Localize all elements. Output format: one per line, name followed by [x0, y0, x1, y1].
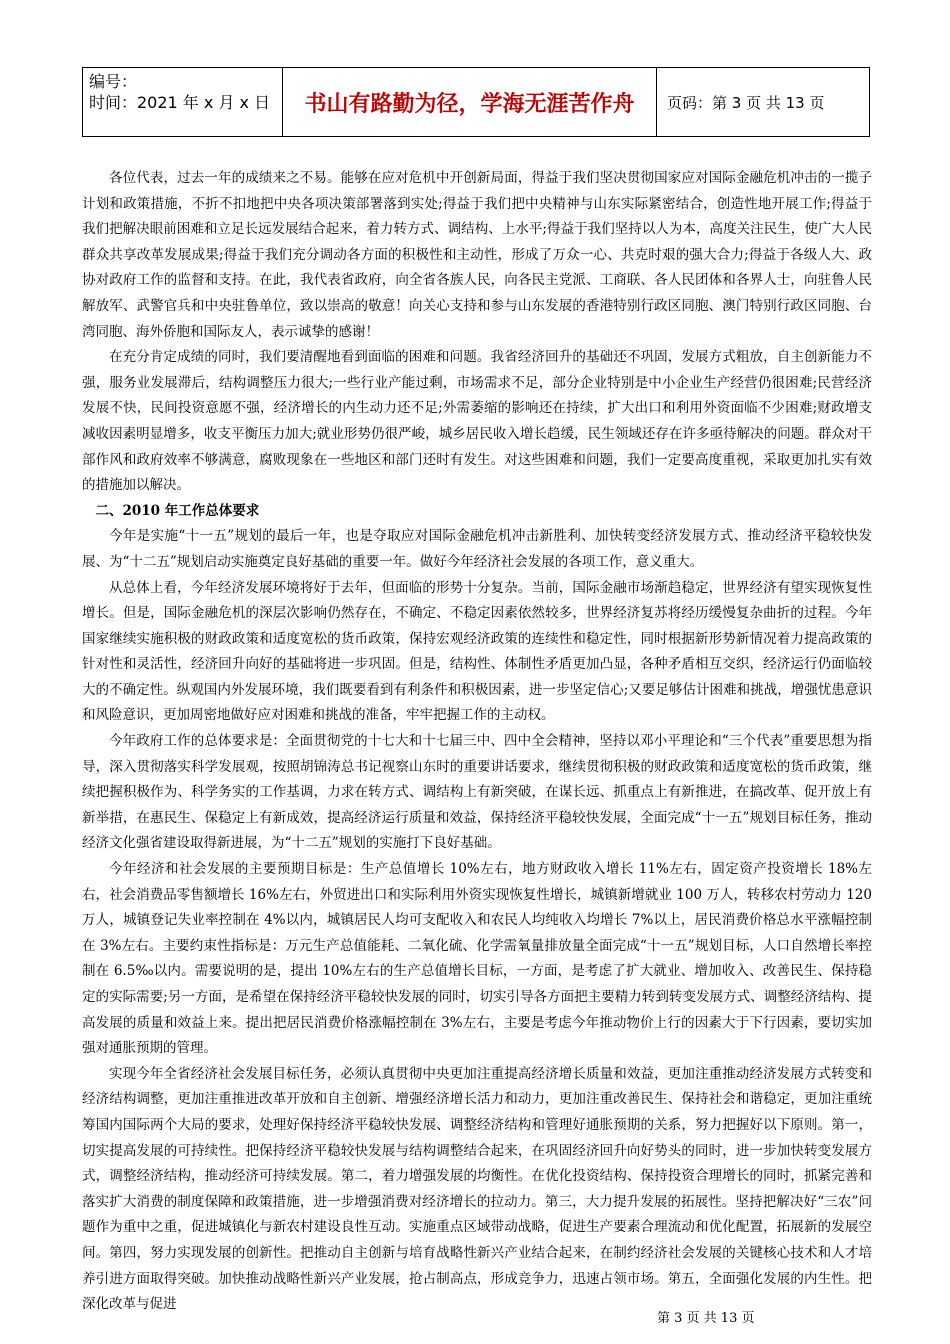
- document-body: [82, 166, 872, 1318]
- header-page-info: 页码：第 3 页 共 13 页: [667, 93, 825, 112]
- paragraph: 今年经济和社会发展的主要预期目标是：生产总值增长 10%左右，地方财政收入增长 11%左右，固定资产投资增长 18%左右，社会消费品零售额增长 16%左右，外贸进出口和实际利用外资实现恢复性增长，城镇新增就业 100 万人，转移农村劳动力 120 万人，城镇登记失业率控制在 4%以内，城镇居民人均可支配收入和农民人均纯收入均增长 7%以上，居民消费价格总水平涨幅控制在 3%左右。主要约束性指标是：万元生产总值能耗、二氧化硫、化学需氧量排放量全面完成“十一五”规划目标，人口自然增长率控制在 6.5‰以内。需要说明的是，提出 10%左右的生产总值增长目标，一方面，是考虑了扩大就业、增加收入、改善民生、保持稳定的实际需要;另一方面，是希望在保持经济平稳较快发展的同时，切实引导各方面把主要精力转到转变发展方式、调整经济结构、提高发展的质量和效益上来。提出把居民消费价格涨幅控制在 3%左右，主要是考虑今年推动物价上行的因素大于下行因素，要切实加强对通胀预期的管理。: [82, 861, 872, 1057]
- header-meta: [83, 68, 283, 136]
- paragraph: 从总体上看，今年经济发展环境将好于去年，但面临的形势十分复杂。当前，国际金融市场渐趋稳定，世界经济有望实现恢复性增长。但是，国际金融危机的深层次影响仍然存在，不确定、不稳定因素依然较多，世界经济复苏将经历缓慢复杂曲折的过程。今年国家继续实施积极的财政政策和适度宽松的货币政策，保持宏观经济政策的连续性和稳定性，同时根据新形势新情况着力提高政策的针对性和灵活性，经济回升向好的基础将进一步巩固。但是，结构性、体制性矛盾更加凸显，各种矛盾相互交织，经济运行仍面临较大的不确定性。纵观国内外发展环境，我们既要看到有利条件和积极因素，进一步坚定信心;又要足够估计困难和挑战，增强忧患意识和风险意识，更加周密地做好应对困难和挑战的准备，牢牢把握工作的主动权。: [82, 579, 872, 724]
- paragraph: 实现今年全省经济社会发展目标任务，必须认真贯彻中央更加注重提高经济增长质量和效益，更加注重推动经济发展方式转变和经济结构调整，更加注重推进改革开放和自主创新、增强经济增长活力和动力，更加注重改善民生、保持社会和谐稳定，更加注重统筹国内国际两个大局的要求，处理好保持经济平稳较快发展、调整经济结构和管理好通胀预期的关系，努力把握好以下原则。第一，切实提高发展的可持续性。把保持经济平稳较快发展与结构调整结合起来，在巩固经济回升向好势头的同时，进一步加快转变发展方式，调整经济结构，推动经济可持续发展。第二，着力增强发展的均衡性。在优化投资结构、保持投资合理增长的同时，抓紧完善和落实扩大消费的制度保障和政策措施，进一步增强消费对经济增长的拉动力。第三，大力提升发展的拓展性。坚持把解决好“三农”问题作为重中之重，促进城镇化与新农村建设良性互动。实施重点区域带动战略，促进生产要素合理流动和优化配置，拓展新的发展空间。第四，努力实现发展的创新性。把推动自主创新与培育战略性新兴产业结合起来，在制约经济社会发展的关键核心技术和人才培养引进方面取得突破。加快推动战略性新兴产业发展，抢占制高点，形成竞争力，迅速占领市场。第五，全面强化发展的内生性。把深化改革与促进: [82, 1065, 872, 1313]
- document-time-label: 时间：2021 年 x 月 x 日: [89, 93, 271, 112]
- header-motto: 书山有路勤为径，学海无涯苦作舟: [283, 68, 657, 136]
- paragraph: 各位代表，过去一年的成绩来之不易。能够在应对危机中开创新局面，得益于我们坚决贯彻国家应对国际金融危机冲击的一揽子计划和政策措施，不折不扣地把中央各项决策部署落到实处;得益于我们把中央精神与山东实际紧密结合，创造性地开展工作;得益于我们把解决眼前困难和立足长远发展结合起来，着力转方式、调结构、上水平;得益于我们坚持以人为本，高度关注民生，使广大人民群众共享改革发展成果;得益于我们充分调动各方面的积极性和主动性，形成了万众一心、共克时艰的强大合力;得益于各级人大、政协对政府工作的监督和支持。在此，我代表省政府，向全省各族人民，向各民主党派、工商联、各人民团体和各界人士，向驻鲁人民解放军、武警官兵和中央驻鲁单位，致以崇高的敬意！向关心支持和参与山东发展的香港特别行政区同胞、澳门特别行政区同胞、台湾同胞、海外侨胞和国际友人，表示诚挚的感谢！: [82, 170, 872, 340]
- page-footer: 第 3 页 共 13 页: [657, 1311, 755, 1326]
- page-header: [82, 67, 870, 137]
- paragraph: 今年是实施“十一五”规划的最后一年，也是夺取应对国际金融危机冲击新胜利、加快转变经济发展方式、推动经济平稳较快发展、为“十二五”规划启动实施奠定良好基础的重要一年。做好今年经济社会发展的各项工作，意义重大。: [82, 528, 872, 570]
- paragraph: 今年政府工作的总体要求是：全面贯彻党的十七大和十七届三中、四中全会精神，坚持以邓小平理论和“三个代表”重要思想为指导，深入贯彻落实科学发展观，按照胡锦涛总书记视察山东时的重要讲话要求，继续贯彻积极的财政政策和适度宽松的货币政策，继续把握积极作为、科学务实的工作基调，力求在转方式、调结构上有新突破，在谋长远、抓重点上有新推进，在搞改革、促开放上有新举措，在惠民生、保稳定上有新成效，提高经济运行质量和效益，保持经济平稳较快发展，全面完成“十一五”规划目标任务，推动经济文化强省建设取得新进展，为“十二五”规划的实施打下良好基础。: [82, 733, 872, 852]
- section-heading: 二、2010 年工作总体要求: [95, 502, 260, 519]
- document-number-label: 编号：: [89, 72, 138, 91]
- paragraph: 在充分肯定成绩的同时，我们要清醒地看到面临的困难和问题。我省经济回升的基础还不巩固，发展方式粗放，自主创新能力不强，服务业发展滞后，结构调整压力很大;一些行业产能过剩，市场需求不足，部分企业特别是中小企业生产经营仍很困难;民营经济发展不快，民间投资意愿不强，经济增长的内生动力还不足;外需萎缩的影响还在持续，扩大出口和利用外资面临不少困难;财政增支减收因素明显增多，收支平衡压力加大;就业形势仍很严峻，城乡居民收入增长趋缓，民生领域还存在许多亟待解决的问题。群众对干部作风和政府效率不够满意，腐败现象在一些地区和部门还时有发生。对这些困难和问题，我们一定要高度重视，采取更加扎实有效的措施加以解决。: [82, 349, 872, 494]
